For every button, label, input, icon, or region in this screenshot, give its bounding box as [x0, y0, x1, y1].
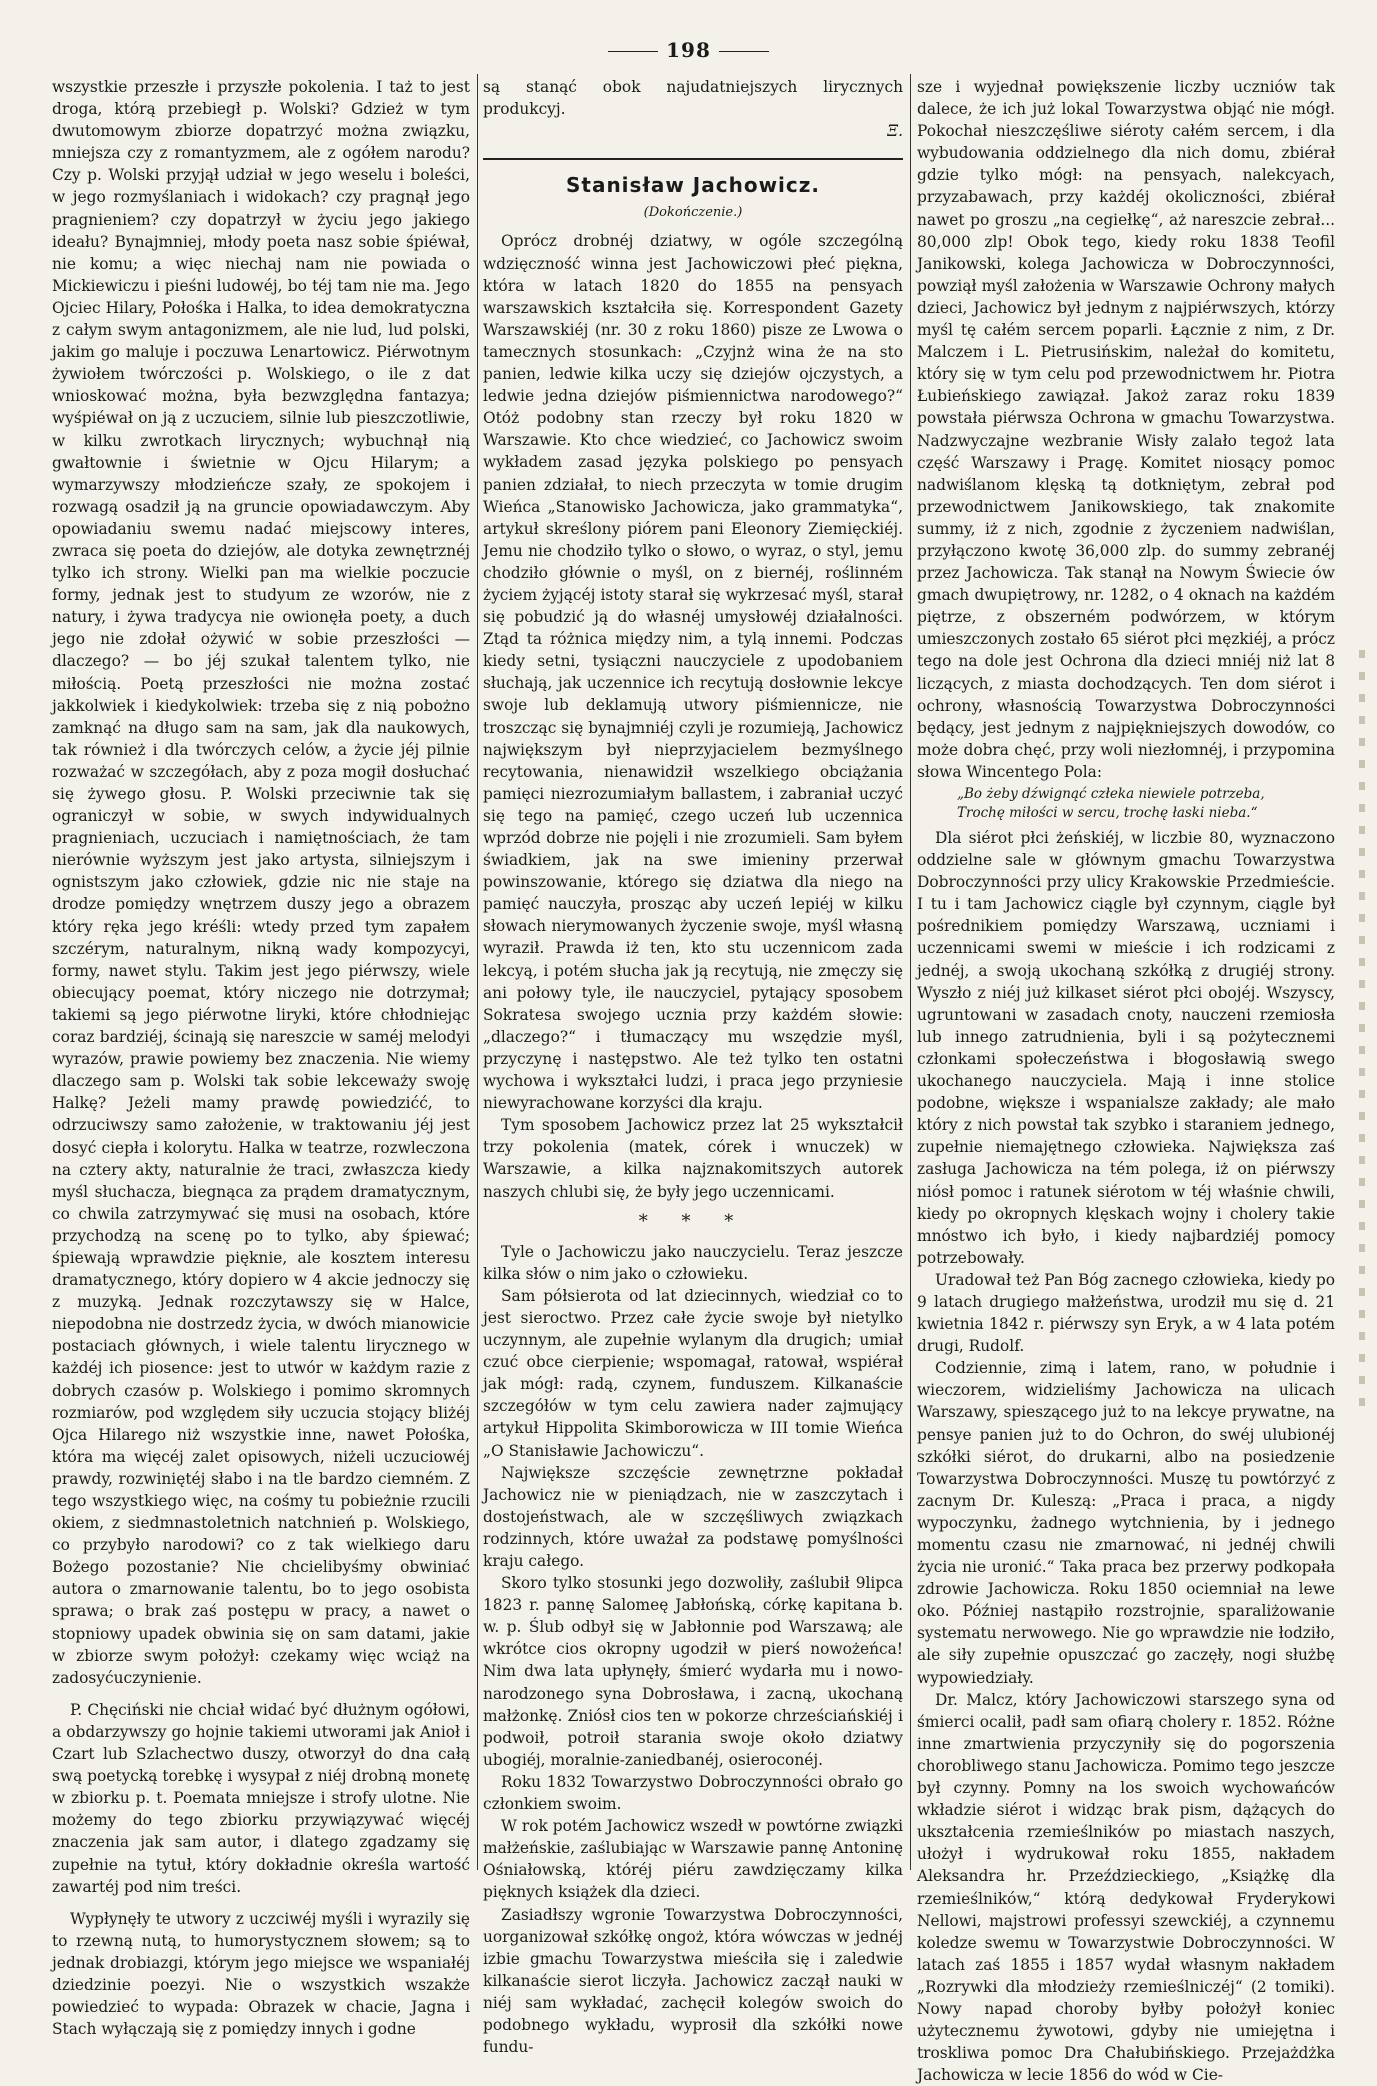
column-divider-right [910, 74, 911, 1870]
middle-paragraph-b4: Skoro tylko stosunki jego dozwoliły, zaślubił 9lipca 1823 r. pannę Salomeę Jabłońską, córkę kapitana b. w. p. Ślub odbył się w Jabłonnie pod Warszawą; ale wkrótce cios okropny ugodził w pierś nowożeńca! Nim dwa lata upłynęły, śmierć wydarła mu i nowo-narodzonego syna Dobrosława, i zacną, ukochaną małżonkę. Zniósł cios ten w pokorze chrześciańskiéj i podwoił, potroił starania swoje około dziatwy ubogiéj, moralnie-zaniedbanéj, osieroconéj. [483, 1574, 903, 1769]
right-paragraph-a1: sze i wyjednał powiększenie liczby uczniów tak dalece, że ich już lokal Towarzystwa objąć nie mógł. Pokochał nieszczęśliwe siéroty całém sercem, i dla wybudowania oddzielnego dla nich domu, zbiérał gdzie tylko mógł: na pensyach, nalekcyach, przyzabawach, przy każdéj okoliczności, zbiérał nawet po groszu „na cegiełkę“, aż nareszcie zebrał... 80,000 zlp! Obok tego, kiedy roku 1838 Teofil Janikowski, kolega Jachowicza w Dobroczynności, powziął myśl założenia w Warszawie Ochrony małych dzieci, Jachowicz był jednym z najpiérwszych, którzy myśl tę całém sercem poparli. Łącznie z nim, z Dr. Malczem i L. Pietrusińskim, należał do komitetu, który się w tym celu pod przewodnictwem hr. Piotra Łubieńskiego zawiązał. Jakoż zaraz roku 1839 powstała piérwsza Ochrona w gmachu Towarzystwa. Nadzwyczajne wezbranie Wisły zalało tegoż lata część Warszawy i Pragę. Komitet niosący pomoc nadwiślanom klęską tą dotkniętym, zebrał pod przewodnictwem Janikowskiego, tak znakomite summy, iż z nich, zgodnie z życzeniem nadwiślan, przyłączono kwotę 36,000 zlp. do summy zebranéj przez Jachowicza. Tak stanął na Nowym Świecie ów gmach dwupiętrowy, nr. 1282, o 4 oknach na każdém piętrze, z obszerném podwórzem, w którym umieszczonych zostało 65 siérot płci męzkiéj, a prócz tego na dole jest Ochrona dla dzieci mniéj niż lat 8 liczących, z miasta dochodzących. Ten dom siérot i ochrony, własnością Towarzystwa Dobroczynności będący, jest jednym z najpiękniejszych dowodów, co może dobra chęć, przy woli niezłomnéj, i przypomina słowa Wincentego Pola: [917, 78, 1335, 781]
column-divider-left [477, 74, 478, 1870]
poem-line-2: Trochę miłości w sercu, trochę łaski nieba.“ [957, 805, 1258, 821]
middle-paragraph-b6: W rok potém Jachowicz wszedł w powtórne związki małżeńskie, zaślubiając w Warszawie pannę Antoninę Ośniałowską, któréj piéru zawdzięczamy kilka pięknych książek dla dzieci. [483, 1817, 903, 1902]
middle-paragraph-b1: Tyle o Jachowiczu jako nauczycielu. Teraz jeszcze kilka słów o nim jako o człowieku. [483, 1242, 903, 1283]
middle-paragraph-a2: Tym sposobem Jachowicz przez lat 25 wykształcił trzy pokolenia (matek, córek i wnuczek) w Warszawie, a kilka najznakomitszych autorek naszych chlubi się, że były jego uczennicami. [483, 1116, 903, 1201]
poem-line-1: „Bo żeby dźwignąć człeka niewiele potrzeba, [957, 786, 1265, 802]
column-left [52, 76, 470, 2039]
right-paragraph-b1: Dla siérot płci żeńskiéj, w liczbie 80, wyznaczono oddzielne sale w głównym gmachu Towarzystwa Dobroczynności przy ulicy Krakowskie Przedmieście. I tu i tam Jachowicz ciągle był czynnym, ciągle był pośrednikiem pomiędzy Warszawą, uczniami i uczennicami swemi w mieście i ich rodzicami z jednéj, a swoją ukochaną szkółką z drugiéj strony. Wyszło z niéj już kilkaset siérot płci obojéj. Wszyscy, ugruntowani w zasadach cnoty, nauczeni rzemiosła lub innego zatrudnienia, byli i są pożytecznemi członkami społeczeństwa i błogosławią swego ukochanego nauczyciela. Mają i inne stolice podobne, większe i wspanialsze zakłady; ale mało który z nich powstał tak szybko i staraniem jednego, zupełnie niemajętnego człowieka. Największa zaś zasługa Jachowicza na tém polega, iż on piérwszy niósł pomoc i ratunek siérotom w téj właśnie chwili, kiedy po okropnych klęskach wojny i cholery takie mnóstwo ich było, i kiedy najbardziéj pomocy potrzebowały. [917, 829, 1335, 1267]
middle-paragraph-b7: Zasiadłszy wgronie Towarzystwa Dobroczynności, uorganizował szkółkę ongoż, która wówczas w jednéj izbie gmachu Towarzystwa mieściła się i zaledwie kilkanaście sierot liczyła. Jachowicz zaczął nauki w niéj sam wykładać, zachęcił kolegów swoich do podobnego wykładu, wyprosił dla szkółki nowe fundu- [483, 1905, 903, 2057]
page-number-header [0, 38, 1377, 62]
left-paragraph-2: P. Chęciński nie chciał widać być dłużnym ogółowi, a obdarzywszy go hojnie takiemi utworami jak Anioł i Czart lub Szlachectwo duszy, otworzył do dna całą swą poetycką torebkę i wysypał z niéj drobną monetę w zbiorku p. t. Poemata mniejsze i strofy ulotne. Nie możemy do tego zbiorku przywiązywać więcéj znaczenia jak sam autor, i dlatego zgadzamy się zupełnie na tytuł, który dokładnie określa wartość zawartéj pod nim treści. [52, 1700, 470, 1896]
page-number: 198 [666, 38, 711, 62]
middle-paragraph-b2: Sam półsierota od lat dziecinnych, wiedział co to jest sieroctwo. Przez całe życie swoje był nietylko uczynnym, ale zupełnie wylanym dla drugich; umiał czuć obce cierpienie; wspomagał, ratował, wspiérał jak mógł: radą, czynem, funduszem. Kilkanaście szczegółów w tym celu zawiera nader zajmujący artykuł Hippolita Skimborowicza w III tomie Wieńca „O Stanisławie Jachowiczu“. [483, 1286, 903, 1460]
header-rule-left [608, 51, 658, 52]
binding-margin-shadow [1359, 650, 1365, 1410]
right-paragraph-b4: Dr. Malcz, który Jachowiczowi starszego syna od śmierci ocalił, padł sam ofiarą cholery r. 1852. Różne inne zmartwienia przyczyniły się do pogorszenia chorobliwego stanu Jachowicza. Pomimo tego jeszcze był czynny. Pomny na los swoich wychowańców wkładzie siérot i widząc brak pism, dążących do ukształcenia rzemieślników po miastach naszych, ułożył i wydrukował roku 1855, nakładem Aleksandra hr. Przeździeckiego, „Książkę dla rzemieślników,“ którą dedykował Fryderykowi Nellowi, majstrowi professyi szewckiéj, a czynnemu koledze swemu w Towarzystwie Dobroczynności. W latach zaś 1855 i 1857 wydał własnym nakładem „Rozrywki dla młodzieży rzemieślniczéj“ (2 tomiki). Nowy napad choroby byłby położył koniec użytecznemu żywotowi, gdyby nie umiejętna i troskliwa pomoc Dra Chałubińskiego. Przejażdżka Jachowicza w lecie 1856 do wód w Cie- [917, 1690, 1335, 2085]
right-paragraph-b2: Uradował też Pan Bóg zacnego człowieka, kiedy po 9 latach drugiego małżeństwa, urodził mu się d. 21 kwietnia 1842 r. piérwszy syn Eryk, a w 4 lata potém drugi, Rudolf. [917, 1270, 1335, 1356]
right-paragraph-b3: Codziennie, zimą i latem, rano, w południe i wieczorem, widzieliśmy Jachowicza na ulicach Warszawy, spieszącego już to na lekcye prywatne, na pensye panien już to do Ochron, do swéj ulubionéj szkółki siérot, do drukarni, albo na posiedzenie Towarzystwa Dobroczynności. Muszę tu powtórzyć z zacnym Dr. Kuleszą: „Praca i praca, a nigdy wypoczynku, żadnego wytchnienia, by i jednego momentu czasu nie zmarnować, ni jednéj chwili życia nie uronić.“ Taka praca bez przerwy podkopała zdrowie Jachowicza. Roku 1850 ociemniał na lewe oko. Później nastąpiło rozstrojnie, sparaliżowanie systematu nerwowego. Nie go wprawdzie nie łodziło, ale siły zupełnie opuszczać go zaczęły, nogi służbę wypowiedziały. [917, 1359, 1335, 1687]
middle-paragraph-b5: Roku 1832 Towarzystwo Dobroczynności obrało go członkiem swoim. [483, 1772, 903, 1814]
section-stars: * * * [638, 1210, 748, 1232]
quoted-poem [917, 785, 1335, 823]
middle-paragraph-a1: Oprócz drobnéj dziatwy, w ogóle szczególną wdzięczność winna jest Jachowiczowi płeć piękna, która w latach 1820 do 1855 na pensyach warszawskich kształciła się. Korrespondent Gazety Warszawskiéj (nr. 30 z roku 1860) pisze ze Lwowa o tamecznych stosunkach: „Czyjnż wina że na sto panien, ledwie kilka uczy się dziejów ojczystych, a ledwie jedna dziejów piśmiennictwa narodowego?“ Otóż podobny stan rzeczy był roku 1820 w Warszawie. Kto chce wiedzieć, co Jachowicz swoim wykładem zasad języka polskiego po pensyach panien zdziałał, to niech przeczyta w tomie drugim Wieńca „Stanowisko Jachowicza, jako grammatyka“, artykuł skreślony piórem pani Eleonory Ziemięckiéj. Jemu nie chodziło tylko o słowo, o wyraz, o styl, jemu chodziło głównie o myśl, on z biernéj, roślinném życiem żyjącéj istoty starał się wykrzesać myśl, starał się pobudzić ją do własnéj umysłowéj działalności. Ztąd ta różnica między nim, a tylą innemi. Podczas kiedy setni, tysiączni nauczyciele z upodobaniem słuchają, jak uczennice ich recytują dosłownie lekcye swoje lub deklamują utwory piśmiennicze, nie troszcząc się bynajmniéj czyli je rozumieją, Jachowicz największym był nieprzyjacielem bezmyślnego recytowania, nienawidził wszelkiego obciążania pamięci niezrozumiałym ballastem, i zabraniał uczyć się tego na pamięć, czego uczeń lub uczennica wprzód dobrze nie pojęli i nie zrozumieli. Sam byłem świadkiem, jak na swe imieniny przerwał powinszowanie, którego się dziatwa dla niego na pamięć nauczyła, prosząc aby uczeń lepiéj w kilku słowach nierymowanych życzenie swoje, myśl własną wyraził. Prawda iż ten, kto stu uczennicom zada lekcyą, i potém słucha jak ją recytują, nie zmęczy się ani połowy tyle, ile nauczyciel, pytający sposobem Sokratesa swojego ucznia przy każdém słowie: „dlaczego?“ i tłumaczący mu wszędzie myśl, przyczynę i następstwo. Ale też tylko ten ostatni wychowa i wykształci ludzi, i praca jego przyniesie niewyrachowane korzyści dla kraju. [483, 232, 903, 1113]
left-paragraph-1: wszystkie przeszłe i przyszłe pokolenia. I taż to jest droga, którą przebiegł p. Wolski? Gdzież w tym dwutomowym zbiorze dopatrzyć można związku, mniejsza czy z romantyzmem, ale z ogółem narodu? Czy p. Wolski przyjął udział w jego weselu i boleści, w jego rozmyślaniach i widokach? czy pragnął jego pragnieniem? czy dopatrzył w życiu jego jakiego ideału? Bynajmniej, młody poeta nasz sobie śpiéwał, nie komu; a więc niechaj nam nie powiada o Mickiewiczu i pieśni ludowéj, bo téj tam nie ma. Jego Ojciec Hilary, Połośka i Halka, to idea demokratyczna z całym swym antagonizmem, ale nie lud, lud polski, jakim go maluje i poczuwa Lenartowicz. Piérwotnym żywiołem twórczości p. Wolskiego, o ile z dat wnioskować można, była bezwzględna fantazya; wyśpiéwał on ją z uczuciem, silnie lub pieszczotliwie, w kilku zwrotkach lirycznych; wybuchnął nią gwałtownie i świetnie w Ojcu Hilarym; a wymarzywszy młodzieńcze szały, ze spokojem i rozwagą osadził ją na gruncie opowiadawczym. Aby opowiadaniu swemu nadać miejscowy interes, zwraca się poeta do dziejów, ale dotyka zewnętrznéj tylko ich strony. Wielki pan ma wielkie poczucie formy, jednak jest to studyum ze wzorów, nie z natury, i żywa tradycya nie owionęła poety, a duch jego nie zdołał ożywić w sobie przeszłości — dlaczego? — bo jéj szukał talentem tylko, nie miłością. Poetą przeszłości nie można zostać jakkolwiek i kiedykolwiek: trzeba się z nią pobożno zamknąć na długo sam na sam, jak dla naukowych, tak również i dla twórczych celów, a życie jéj pilnie rozważać w szczegółach, aby z poza mogił dosłuchać się żywego głosu. P. Wolski przeciwnie tak się ograniczył w sobie, w swych indywidualnych pragnieniach, uczuciach i namiętnościach, że tam nierównie wyższym jest jako artysta, silniejszym i ognistszym jako człowiek, gdzie nic nie staje na drodze pomiędzy wnętrzem duszy jego a obrazem który ręka jego kréśli: wtedy przed tym zapałem szczérym, naturalnym, nikną wady kompozycyi, formy, nawet stylu. Takim jest jego piérwszy, wiele obiecujący poemat, który niczego nie dotrzymał; takiemi są jego piérwotne liryki, które chłodniejąc coraz bardziéj, ścinają się nareszcie w saméj melodyi wyrazów, prawie powiemy bez znaczenia. Nie wiemy dlaczego sam p. Wolski tak sobie lekceważy swoję Halkę? Jeżeli mamy prawdę powiedzićć, to odrzuciwszy samo założenie, w traktowaniu jéj jest dosyć ciepła i kolorytu. Halka w teatrze, rozwleczona na cztery akty, naturalnie że traci, zwłaszcza kiedy myśl słuchacza, biegnąca za prądem dramatycznym, co chwila zatrzymywać się musi na osobach, które przychodzą na scenę po to tylko, aby śpiewać; śpiewają wprawdzie pięknie, ale kosztem interesu dramatycznego, który dopiero w 4 akcie jednoczy się z muzyką. Jednak rozczytawszy się w Halce, niepodobna nie dostrzedz życia, w dwóch mianowicie postaciach głównych, i wiele talentu lirycznego w każdéj ich piosence: jest to utwór w każdym razie z dobrych czasów p. Wolskiego i pomimo skromnych rozmiarów, pod względem siły uczucia stojący bliżéj Ojca Hilarego niż wszystkie inne, nawet Połośka, która ma więcéj zalet opisowych, niżeli uczuciowéj prawdy, rozwiniętéj słabo i na tle bardzo ciemném. Z tego wszystkiego więc, na cośmy tu pobieżnie rzucili okiem, z siedmnastoletnich natchnień p. Wolskiego, co przybyło narodowi? co z tak wielkiego daru Bożego pozostanie? Nie chcielibyśmy obwiniać autora o zmarnowanie talentu, bo to jego osobista sprawa; o brak zaś postępu w pracy, a nawet o stopniowy upadek obwinia się on sam datami, jakie w zbiorze swym położył: czekamy więc wciąż na zadosyćuczynienie. [52, 78, 470, 1687]
middle-intro: są stanąć obok najudatniejszych lirycznych produkcyj. [483, 78, 903, 119]
article-subtitle: (Dokończenie.) [643, 205, 743, 221]
review-signature: Ξ. [887, 122, 903, 141]
column-middle [483, 76, 903, 2057]
header-rule-right [719, 51, 769, 52]
middle-paragraph-b3: Największe szczęście zewnętrzne pokładał Jachowicz nie w pieniądzach, nie w zaszczytach i dostojeństwach, ale w szczęśliwych związkach rodzinnych, które uważał za podstawę pomyślności kraju całego. [483, 1463, 903, 1570]
article-title: Stanisław Jachowicz. [565, 173, 820, 198]
left-paragraph-3: Wypłynęły te utwory z uczciwéj myśli i wyrazily się to rzewną nutą, to humorystycznem słowem; są to jednak drobiazgi, którym jego miejsce we wspaniałéj dziedzinie poezyi. Nie o wszystkich wszakże powiedzieć to wypada: Obrazek w chacie, Jagna i Stach wyłączają się z pomiędzy innych i godne [52, 1909, 470, 2039]
column-right [917, 76, 1335, 2085]
section-rule [483, 158, 903, 160]
